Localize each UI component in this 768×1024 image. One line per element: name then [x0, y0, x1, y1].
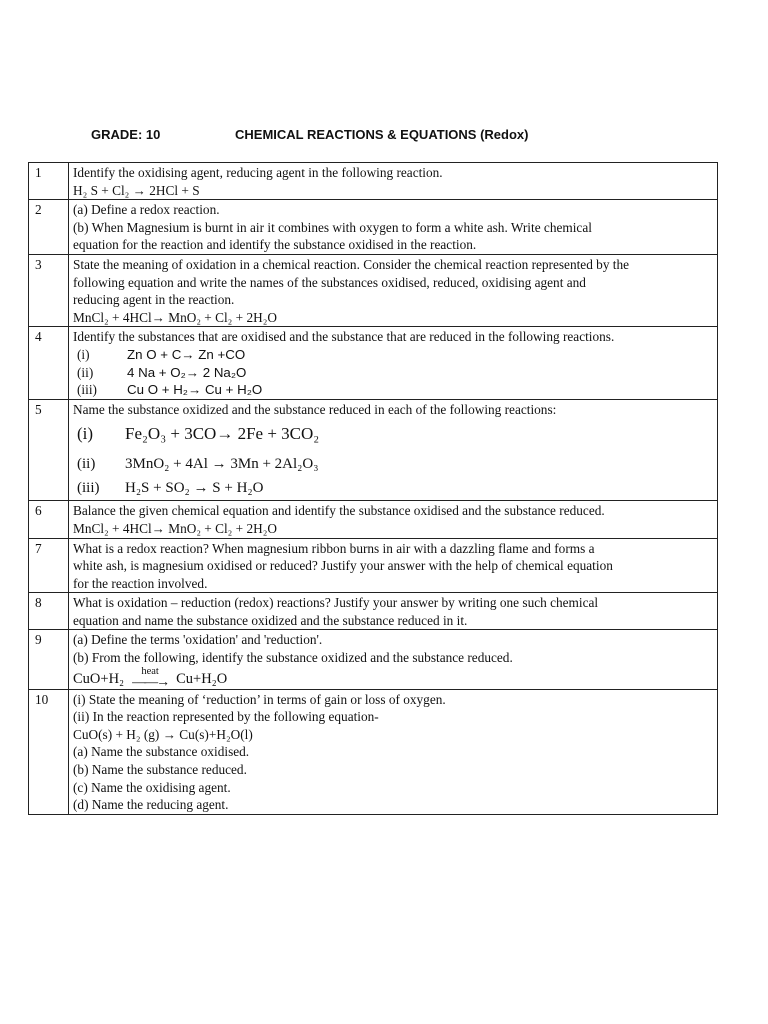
question-line: for the reaction involved. — [73, 575, 208, 591]
question-row-2 — [29, 200, 718, 255]
heat-arrow — [132, 667, 168, 689]
question-number: 3 — [29, 254, 69, 326]
question-equation: CuO(s) + H₂ (g) → Cu(s)+H₂O(l) — [73, 726, 253, 742]
question-equation: MnCl₂ + 4HCl→ MnO₂ + Cl₂ + 2H₂O — [73, 309, 277, 325]
question-line: white ash, is magnesium oxidised or reduced? Justify your answer with the help of chemical equation — [73, 558, 613, 574]
question-line: (b) Name the substance reduced. — [73, 762, 247, 778]
question-line: (ii) In the reaction represented by the following equation- — [73, 709, 379, 725]
question-line: (b) From the following, identify the substance oxidized and the substance reduced. — [73, 650, 513, 666]
question-number: 9 — [29, 630, 69, 689]
heat-equation — [73, 667, 714, 689]
worksheet-header — [91, 127, 529, 142]
question-line: equation for the reaction and identify the substance oxidised in the reaction. — [73, 237, 477, 253]
question-row-6 — [29, 501, 718, 538]
question-line: What is a redox reaction? When magnesium ribbon burns in air with a dazzling flame and forms a — [73, 540, 595, 556]
question-line: (a) Name the substance oxidised. — [73, 744, 250, 760]
arrow-icon: ——→ — [132, 674, 169, 690]
question-text — [69, 501, 718, 538]
grade-label: GRADE: 10 — [91, 127, 161, 142]
equation-label: (ii) — [77, 456, 96, 473]
question-row-8 — [29, 593, 718, 630]
question-line: (d) Name the reducing agent. — [73, 797, 229, 813]
equation: H₂S + SO₂ → S + H₂O — [125, 480, 264, 497]
question-line: Name the substance oxidized and the substance reduced in each of the following reactions: — [73, 401, 557, 417]
question-text — [69, 327, 718, 399]
equation-label: (iii) — [77, 480, 100, 497]
question-line: equation and name the substance oxidized and the substance reduced in it. — [73, 612, 468, 628]
equation-row — [73, 346, 714, 364]
question-equation: H₂ S + Cl₂ → 2HCl + S — [73, 182, 200, 198]
equation-row — [73, 448, 714, 476]
equation-row — [73, 381, 714, 399]
question-line: Identify the oxidising agent, reducing agent in the following reaction. — [73, 165, 443, 180]
question-line: Identify the substances that are oxidised and the substance that are reduced in the following reactions. — [73, 329, 615, 345]
question-equation: MnCl₂ + 4HCl→ MnO₂ + Cl₂ + 2H₂O — [73, 520, 277, 536]
question-line: (i) State the meaning of ‘reduction’ in terms of gain or loss of oxygen. — [73, 691, 446, 707]
equation: Cu O + H₂→ Cu + H₂O — [127, 382, 263, 398]
equation-row — [73, 364, 714, 382]
question-line: (b) When Magnesium is burnt in air it combines with oxygen to form a white ash. Write chemical — [73, 219, 592, 235]
question-line: (a) Define the terms 'oxidation' and 'reduction'. — [73, 632, 323, 648]
question-number: 4 — [29, 327, 69, 399]
equation-label: (i) — [77, 424, 94, 444]
equation-row — [73, 418, 714, 448]
equation: 4 Na + O₂→ 2 Na₂O — [127, 364, 247, 380]
question-line: Balance the given chemical equation and identify the substance oxidised and the substance reduced. — [73, 503, 605, 519]
question-number: 6 — [29, 501, 69, 538]
equation-label: (iii) — [77, 382, 97, 398]
question-number: 1 — [29, 163, 69, 200]
question-line: What is oxidation – reduction (redox) reactions? Justify your answer by writing one such chemical — [73, 595, 599, 611]
question-row-5 — [29, 399, 718, 501]
question-line: State the meaning of oxidation in a chemical reaction. Consider the chemical reaction represented by the — [73, 256, 630, 272]
question-text — [69, 254, 718, 326]
equation-label: (ii) — [77, 364, 94, 380]
worksheet-title: CHEMICAL REACTIONS & EQUATIONS (Redox) — [235, 127, 529, 142]
question-text — [69, 538, 718, 593]
question-number: 5 — [29, 399, 69, 501]
equation-label: (i) — [77, 346, 90, 362]
equation-products: Cu+H₂O — [176, 671, 228, 688]
question-row-10 — [29, 689, 718, 814]
question-text — [69, 689, 718, 814]
question-number: 8 — [29, 593, 69, 630]
heat-label: heat — [141, 665, 159, 677]
question-line: (a) Define a redox reaction. — [73, 202, 220, 218]
question-row-3 — [29, 254, 718, 326]
question-line: (c) Name the oxidising agent. — [73, 779, 231, 795]
question-text — [69, 200, 718, 255]
question-text — [69, 399, 718, 501]
question-row-1 — [29, 163, 718, 200]
equation: 3MnO₂ + 4Al → 3Mn + 2Al₂O₃ — [125, 456, 319, 473]
questions-table — [28, 162, 718, 815]
question-text — [69, 630, 718, 689]
question-text — [69, 593, 718, 630]
question-row-9 — [29, 630, 718, 689]
question-text — [69, 163, 718, 200]
question-row-7 — [29, 538, 718, 593]
question-number: 2 — [29, 200, 69, 255]
question-line: following equation and write the names of the substances oxidised, reduced, oxidising agent and — [73, 274, 586, 290]
question-number: 7 — [29, 538, 69, 593]
equation-reactants: CuO+H₂ — [73, 671, 125, 688]
question-number: 10 — [29, 689, 69, 814]
equation: Zn O + C→ Zn +CO — [127, 346, 246, 362]
equation-row — [73, 476, 714, 500]
question-row-4 — [29, 327, 718, 399]
question-line: reducing agent in the reaction. — [73, 292, 235, 308]
equation: Fe₂O₃ + 3CO→ 2Fe + 3CO₂ — [125, 424, 320, 444]
